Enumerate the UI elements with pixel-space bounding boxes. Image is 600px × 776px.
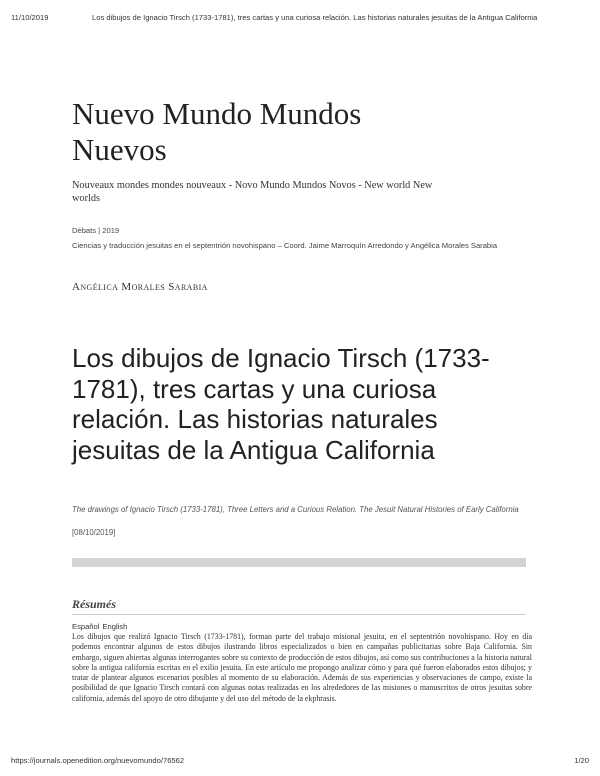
article-title: Los dibujos de Ignacio Tirsch (1733-1781), tres cartas y una curiosa relación. Las historias naturales jesuitas de la Antigua California: [72, 343, 490, 465]
language-link-en[interactable]: English: [102, 622, 128, 631]
section-label[interactable]: Débats | 2019: [72, 226, 120, 235]
collection-label[interactable]: Ciencias y traducción jesuitas en el septentrión novohispano – Coord. Jaime Marroquín Arredondo y Angélica Morales Sarabia: [72, 241, 498, 250]
resumes-rule: [72, 614, 526, 615]
language-link-es[interactable]: Español: [72, 622, 100, 631]
resumes-heading: Résumés: [72, 597, 117, 611]
page-number: 1/20: [574, 756, 589, 765]
author-name[interactable]: Angélica Morales Sarabia: [72, 281, 208, 293]
site-title[interactable]: Nuevo Mundo Mundos Nuevos: [72, 96, 362, 167]
language-links: [72, 622, 130, 631]
print-date: 11/10/2019: [11, 13, 49, 22]
print-doc-title: Los dibujos de Ignacio Tirsch (1733-1781), tres cartas y una curiosa relación. Las historias naturales jesuitas de la Antigua California: [92, 13, 538, 22]
page-url: https://journals.openedition.org/nuevomundo/76562: [11, 756, 185, 765]
abstract-text: Los dibujos que realizó Ignacio Tirsch (1733-1781), forman parte del trabajo misional jesuita, en el septentrión novohispano. Hoy en día podemos encontrar algunos de estos dibujos ilustrando libros especializados o bien en campañas publicitarias sobre Baja California. Sin embargo, siguen abiertas algunas interrogantes sobre su contexto de producción de estos dibujos, así como sus contribuciones a la historia natural sobre la antigua california escritas en el exilio jesuita. En este artículo me propongo analizar cómo y para qué fueron elaborados estos dibujos; y tratar de plantear algunos escenarios posibles al momento de su elaboración. Además de sus experiencias y observaciones de campo, existe la posibilidad de que Ignacio Tirsch contará con algunas notas realizadas en los alrededores de las misiones o manuscritos de otros jesuitas sobre california, además del apoyo de otro dibujante y del uso del método de la ekphrasis.: [72, 632, 532, 703]
publication-date: [08/10/2019]: [72, 528, 116, 537]
section-divider: [72, 558, 526, 567]
print-footer: [11, 756, 589, 765]
site-subtitle: Nouveaux mondes mondes nouveaux - Novo Mundo Mundos Novos - New world New worlds: [72, 180, 433, 204]
article-subtitle: The drawings of Ignacio Tirsch (1733-1781), Three Letters and a Curious Relation. The Jesuit Natural Histories of Early California: [72, 505, 519, 514]
